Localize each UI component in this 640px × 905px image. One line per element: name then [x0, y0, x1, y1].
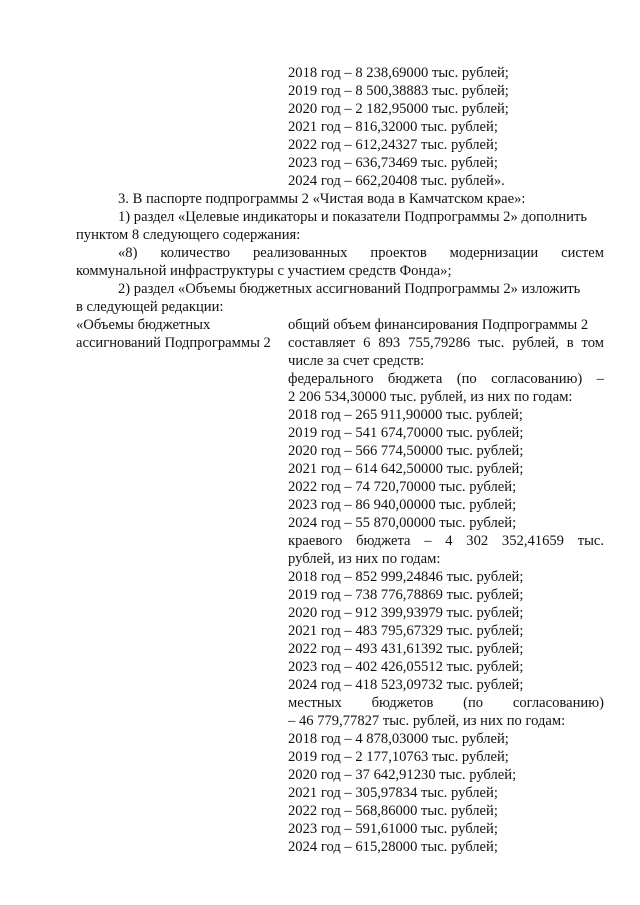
federal-year-item: 2022 год – 74 720,70000 тыс. рублей;	[288, 479, 517, 495]
local-year-item: 2019 год – 2 177,10763 тыс. рублей;	[288, 749, 509, 765]
top-list-item: 2023 год – 636,73469 тыс. рублей;	[288, 155, 498, 171]
regional-budget-line: рублей, из них по годам:	[288, 551, 441, 567]
top-list-item: 2019 год – 8 500,38883 тыс. рублей;	[288, 83, 509, 99]
regional-budget-line: краевого бюджета – 4 302 352,41659 тыс.	[288, 533, 604, 549]
local-year-item: 2023 год – 591,61000 тыс. рублей;	[288, 821, 498, 837]
quote-8-line: «8) количество реализованных проектов модернизации систем	[118, 245, 604, 261]
total-funding-line: числе за счет средств:	[288, 353, 425, 369]
total-funding-line: составляет 6 893 755,79286 тыс. рублей, в том	[288, 335, 604, 351]
federal-budget-line: федерального бюджета (по согласованию) –	[288, 371, 604, 387]
subitem-1-line: 1) раздел «Целевые индикаторы и показатели Подпрограммы 2» дополнить	[118, 209, 587, 225]
federal-year-item: 2019 год – 541 674,70000 тыс. рублей;	[288, 425, 524, 441]
federal-year-item: 2021 год – 614 642,50000 тыс. рублей;	[288, 461, 524, 477]
table-left-label: «Объемы бюджетных	[76, 317, 211, 333]
local-year-item: 2020 год – 37 642,91230 тыс. рублей;	[288, 767, 517, 783]
top-list-item: 2020 год – 2 182,95000 тыс. рублей;	[288, 101, 509, 117]
regional-year-item: 2023 год – 402 426,05512 тыс. рублей;	[288, 659, 524, 675]
top-list-item: 2021 год – 816,32000 тыс. рублей;	[288, 119, 498, 135]
local-year-item: 2024 год – 615,28000 тыс. рублей;	[288, 839, 498, 855]
regional-year-item: 2020 год – 912 399,93979 тыс. рублей;	[288, 605, 524, 621]
quote-8-line: коммунальной инфраструктуры с участием средств Фонда»;	[76, 263, 452, 279]
local-budget-line: местных бюджетов (по согласованию)	[288, 695, 604, 711]
table-left-label: ассигнований Подпрограммы 2	[76, 335, 271, 351]
federal-year-item: 2020 год – 566 774,50000 тыс. рублей;	[288, 443, 524, 459]
federal-year-item: 2023 год – 86 940,00000 тыс. рублей;	[288, 497, 517, 513]
regional-year-item: 2018 год – 852 999,24846 тыс. рублей;	[288, 569, 524, 585]
regional-year-item: 2021 год – 483 795,67329 тыс. рублей;	[288, 623, 524, 639]
top-list-item: 2024 год – 662,20408 тыс. рублей».	[288, 173, 505, 189]
item-3-heading: 3. В паспорте подпрограммы 2 «Чистая вода в Камчатском крае»:	[118, 191, 526, 207]
local-year-item: 2021 год – 305,97834 тыс. рублей;	[288, 785, 498, 801]
subitem-2-line: в следующей редакции:	[76, 299, 224, 315]
total-funding-line: общий объем финансирования Подпрограммы 2	[288, 317, 589, 333]
local-year-item: 2018 год – 4 878,03000 тыс. рублей;	[288, 731, 509, 747]
regional-year-item: 2024 год – 418 523,09732 тыс. рублей;	[288, 677, 524, 693]
subitem-1-line: пунктом 8 следующего содержания:	[76, 227, 301, 243]
local-budget-line: – 46 779,77827 тыс. рублей, из них по годам:	[288, 713, 566, 729]
subitem-2-line: 2) раздел «Объемы бюджетных ассигнований Подпрограммы 2» изложить	[118, 281, 581, 297]
federal-budget-line: 2 206 534,30000 тыс. рублей, из них по годам:	[288, 389, 573, 405]
regional-year-item: 2022 год – 493 431,61392 тыс. рублей;	[288, 641, 524, 657]
federal-year-item: 2018 год – 265 911,90000 тыс. рублей;	[288, 407, 523, 423]
local-year-item: 2022 год – 568,86000 тыс. рублей;	[288, 803, 498, 819]
top-list-item: 2022 год – 612,24327 тыс. рублей;	[288, 137, 498, 153]
top-list-item: 2018 год – 8 238,69000 тыс. рублей;	[288, 65, 509, 81]
federal-year-item: 2024 год – 55 870,00000 тыс. рублей;	[288, 515, 517, 531]
regional-year-item: 2019 год – 738 776,78869 тыс. рублей;	[288, 587, 524, 603]
